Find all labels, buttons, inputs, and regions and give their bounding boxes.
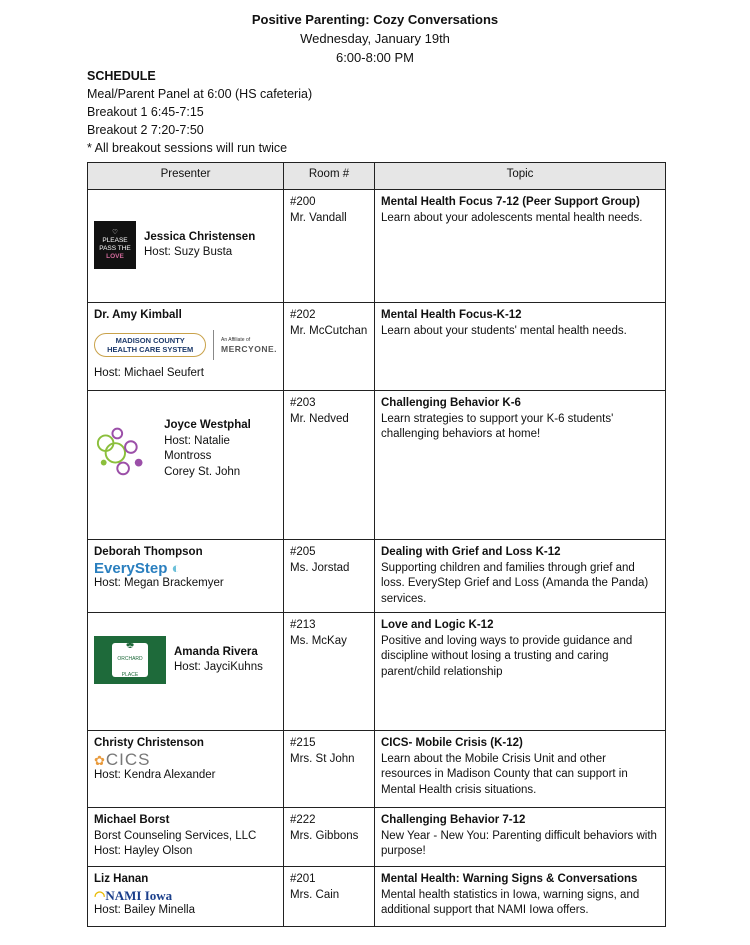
topic-cell [375,391,666,540]
topic-title: CICS- Mobile Crisis (K-12) [381,737,523,749]
schedule-heading: SCHEDULE [87,69,156,83]
presenter-cell [88,613,284,731]
event-date: Wednesday, January 19th [300,31,450,46]
room-cell [284,190,375,303]
schedule-section [87,67,312,157]
room-cell [284,808,375,867]
presenter-name: Jessica Christensen [144,230,256,243]
room-number: #213 [290,619,316,631]
swirl-icon: ◐ [171,559,181,577]
host-name: Host: Michael Seufert [94,366,204,379]
room-cell [284,867,375,927]
event-title: Positive Parenting: Cozy Conversations [251,12,499,27]
topic-description: Learn about the Mobile Crisis Unit and other resources in Madison County that can support in Mental Health crisis situations. [381,752,628,796]
room-teacher: Mr. Nedved [290,412,349,425]
room-cell [284,391,375,540]
topic-title: Mental Health: Warning Signs & Conversations [381,873,638,885]
presenter-cell [88,808,284,867]
orchard-place-logo-text [112,636,148,678]
presenter-name: Joyce Westphal [164,419,251,431]
room-teacher: Mr. McCutchan [290,324,368,337]
presenter-cell [88,303,284,391]
topic-description: Positive and loving ways to provide guidance and discipline without losing a trusting and caring parent/child relationship [381,634,633,678]
tree-icon: ♣ [126,636,134,651]
sun-icon: ◠ [94,887,106,903]
cics-logo-text: CICS [105,749,151,769]
table-row [88,190,666,303]
presenter-name: Amanda Rivera [174,645,258,658]
room-number: #205 [290,546,316,558]
logo-divider [213,330,214,360]
topic-title: Mental Health Focus-K-12 [381,309,522,321]
logo-text: PASS THE [99,245,131,252]
schedule-line: * All breakout sessions will run twice [87,141,288,155]
table-header-row [88,163,666,190]
room-teacher: Mrs. Cain [290,888,340,901]
room-number: #222 [290,814,316,826]
room-number: #200 [290,196,316,208]
orchard-label: ORCHARD PLACE [117,656,143,678]
table-row [88,303,666,391]
affiliate-text: An Affiliate of [221,336,251,343]
header-presenter: Presenter [88,163,284,190]
presenter-name: Dr. Amy Kimball [94,309,182,321]
topic-cell [375,731,666,808]
presenter-name: Deborah Thompson [94,546,203,558]
schedule-line: Breakout 1 6:45-7:15 [87,105,204,119]
table-row [88,391,666,540]
room-teacher: Mrs. Gibbons [290,829,359,842]
room-cell [284,540,375,613]
host-name: Host: Megan Brackemyer [94,577,224,589]
topic-title: Love and Logic K-12 [381,619,494,631]
please-pass-the-love-logo [94,221,136,269]
host-name: Host: Hayley Olson [94,845,193,857]
presenter-name: Christy Christenson [94,737,204,749]
presenter-cell [88,391,284,540]
schedule-line: Meal/Parent Panel at 6:00 (HS cafeteria) [87,87,313,101]
topic-cell [375,808,666,867]
room-number: #201 [290,873,316,885]
presenter-cell [88,540,284,613]
host-name: Host: Natalie Montross [164,434,230,462]
host-name: Host: Bailey Minella [94,904,195,916]
everystep-logo [94,561,277,577]
topic-description: Learn about your students' mental health needs. [381,324,627,337]
cics-logo [94,749,277,769]
host-name-2: Corey St. John [164,465,241,478]
presenter-org: Borst Counseling Services, LLC [94,829,257,842]
logo-text: PLEASE [102,237,128,244]
topic-description: Learn about your adolescents mental health needs. [381,211,643,224]
presenter-cell [88,190,284,303]
topic-description: Mental health statistics in Iowa, warning signs, and additional support that NAMI Iowa offers. [381,888,640,916]
presenter-name: Liz Hanan [94,873,149,885]
room-teacher: Mr. Vandall [290,211,347,224]
host-name: Host: JayciKuhns [174,661,263,673]
madison-county-mercyone-logo [94,330,277,360]
sessions-table [87,162,666,927]
madison-county-logo-text: MADISON COUNTY HEALTH CARE SYSTEM [94,333,206,357]
topic-cell [375,190,666,303]
table-row [88,808,666,867]
presenter-name: Michael Borst [94,814,170,826]
header-room: Room # [284,163,375,190]
room-cell [284,731,375,808]
schedule-line: Breakout 2 7:20-7:50 [87,123,204,137]
topic-title: Dealing with Grief and Loss K-12 [381,546,561,558]
room-number: #202 [290,309,316,321]
host-name: Host: Kendra Alexander [94,769,216,781]
table-row [88,731,666,808]
nami-iowa-logo [94,888,277,904]
topic-cell [375,540,666,613]
mercyone-logo [221,336,277,354]
table-row [88,613,666,731]
table-row [88,540,666,613]
topic-cell [375,867,666,927]
presenter-cell [88,731,284,808]
room-number: #215 [290,737,316,749]
nami-logo-text: NAMI Iowa [105,887,173,903]
topic-description: New Year - New You: Parenting difficult behaviors with purpose! [381,829,657,857]
topic-cell [375,613,666,731]
room-cell [284,303,375,391]
circles-logo-icon [94,419,156,479]
room-teacher: Mrs. St John [290,752,355,765]
room-number: #203 [290,397,316,409]
everystep-logo-text: EveryStep [94,559,168,577]
topic-description: Learn strategies to support your K-6 students' challenging behaviors at home! [381,412,614,440]
flower-icon: ✿ [94,752,106,768]
logo-text: LOVE [106,253,124,260]
room-cell [284,613,375,731]
topic-description: Supporting children and families through grief and loss. EveryStep Grief and Loss (Amanda the Panda) services. [381,561,649,605]
room-teacher: Ms. Jorstad [290,561,350,574]
heart-icon: ♡ [112,229,118,236]
topic-cell [375,303,666,391]
title-block [0,0,750,67]
topic-title: Challenging Behavior 7-12 [381,814,526,826]
topic-title: Challenging Behavior K-6 [381,397,521,409]
host-name: Host: Suzy Busta [144,246,233,258]
event-time: 6:00-8:00 PM [335,50,415,65]
table-row [88,867,666,927]
mercyone-text: MERCYONE. [221,343,277,354]
orchard-place-logo [94,636,166,684]
header-topic: Topic [375,163,666,190]
presenter-cell [88,867,284,927]
topic-title: Mental Health Focus 7-12 (Peer Support Group) [381,196,640,208]
room-teacher: Ms. McKay [290,634,347,647]
